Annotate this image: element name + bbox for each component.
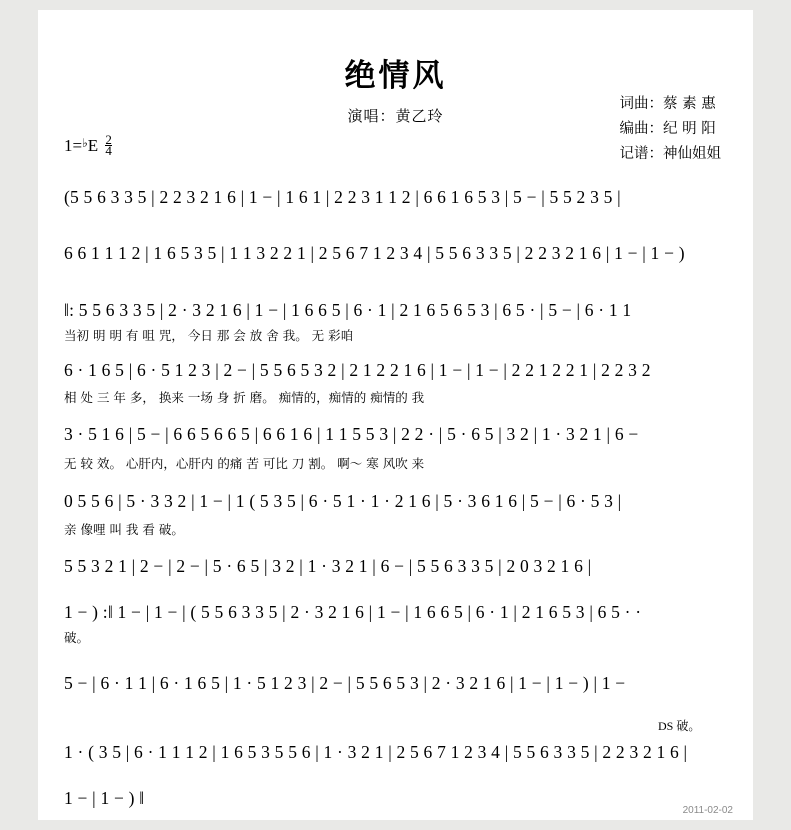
flat-symbol: ♭ bbox=[82, 136, 88, 150]
staff-line: 5 − | 6 · 1 1 | 6 · 1 6 5 | 1 · 5 1 2 3 | 2 − | 5 5 6 5 3 | 2 · 3 2 1 6 | 1 − | 1 − ) | 1 − bbox=[64, 673, 626, 693]
lyric-line: 无 较 效。 心肝内，心肝内 的痛 苦 可比 刀 割。 啊～ 寒 风吹 来 bbox=[64, 456, 425, 471]
time-signature-numerator: 2 bbox=[105, 132, 112, 147]
sheet-music-page bbox=[38, 10, 753, 820]
key-label: 1= bbox=[64, 136, 83, 155]
staff-line: 1 · ( 3 5 | 6 · 1 1 1 2 | 1 6 5 3 5 5 6 | 1 · 3 2 1 | 2 5 6 7 1 2 3 4 | 5 5 6 3 3 5 | 2 2 3 2 1 6 | bbox=[64, 742, 688, 762]
staff-line: 6 · 1 6 5 | 6 · 5 1 2 3 | 2 − | 5 5 6 5 3 2 | 2 1 2 2 1 6 | 1 − | 1 − | 2 2 1 2 2 1 | 2 2 3 2 bbox=[64, 360, 651, 380]
page-title: 绝情风 bbox=[344, 58, 447, 94]
staff-line: 1 − ) :‖ 1 − | 1 − | ( 5 5 6 3 3 5 | 2 · 3 2 1 6 | 1 − | 1 6 6 5 | 6 · 1 | 2 1 6 5 3 | 6 5 · · bbox=[64, 602, 642, 622]
lyric-line: 相 处 三 年 多， 换来 一场 身 折 磨。 痴情的，痴情的 痴情的 我 bbox=[64, 390, 425, 405]
lyric-line: 亲 像哩 叫 我 看 破。 bbox=[64, 522, 184, 537]
staff-line: ‖: 5 5 6 3 3 5 | 2 · 3 2 1 6 | 1 − | 1 6 6 5 | 6 · 1 | 2 1 6 5 6 5 3 | 6 5 · | 5 − | 6 · 1 1 bbox=[64, 300, 632, 320]
staff-line: 5 5 3 2 1 | 2 − | 2 − | 5 · 6 5 | 3 2 | 1 · 3 2 1 | 6 − | 5 5 6 3 3 5 | 2 0 3 2 1 6 | bbox=[64, 556, 592, 576]
key-signature bbox=[64, 132, 112, 158]
singer-label: 演唱：黄乙玲 bbox=[347, 107, 444, 125]
staff-line: 0 5 5 6 | 5 · 3 3 2 | 1 − | 1 ( 5 3 5 | 6 · 5 1 · 1 · 2 1 6 | 5 · 3 6 1 6 | 5 − | 6 · 5 3 | bbox=[64, 491, 622, 511]
time-signature bbox=[105, 132, 112, 158]
ds-mark: DS 破。 bbox=[658, 719, 701, 733]
time-signature-denominator: 4 bbox=[105, 143, 112, 158]
credit-transcriber: 记谱：神仙姐姐 bbox=[619, 146, 721, 162]
key-note: E bbox=[87, 136, 99, 155]
staff-line: 6 6 1 1 1 2 | 1 6 5 3 5 | 1 1 3 2 2 1 | 2 5 6 7 1 2 3 4 | 5 5 6 3 3 5 | 2 2 3 2 1 6 | 1 − | 1 − ) bbox=[64, 243, 685, 263]
credit-arranger: 编曲：纪 明 阳 bbox=[619, 121, 716, 137]
staff-line: (5 5 6 3 3 5 | 2 2 3 2 1 6 | 1 − | 1 6 1 | 2 2 3 1 1 2 | 6 6 1 6 5 3 | 5 − | 5 5 2 3 5 | bbox=[64, 187, 621, 207]
staff-line: 3 · 5 1 6 | 5 − | 6 6 5 6 6 5 | 6 6 1 6 | 1 1 5 5 3 | 2 2 · | 5 · 6 5 | 3 2 | 1 · 3 2 1 | 6 − bbox=[64, 424, 639, 444]
credits-block bbox=[620, 92, 722, 167]
lyric-line: 破。 bbox=[64, 630, 90, 645]
lyric-line: 当初 明 明 有 咀 咒， 今日 那 会 放 舍 我。 无 彩咱 bbox=[64, 328, 354, 343]
credit-composer: 词曲：蔡 素 惠 bbox=[619, 96, 716, 112]
date-stamp: 2011-02-02 bbox=[682, 805, 733, 816]
staff-line: 1 − | 1 − ) ‖ bbox=[64, 788, 145, 808]
